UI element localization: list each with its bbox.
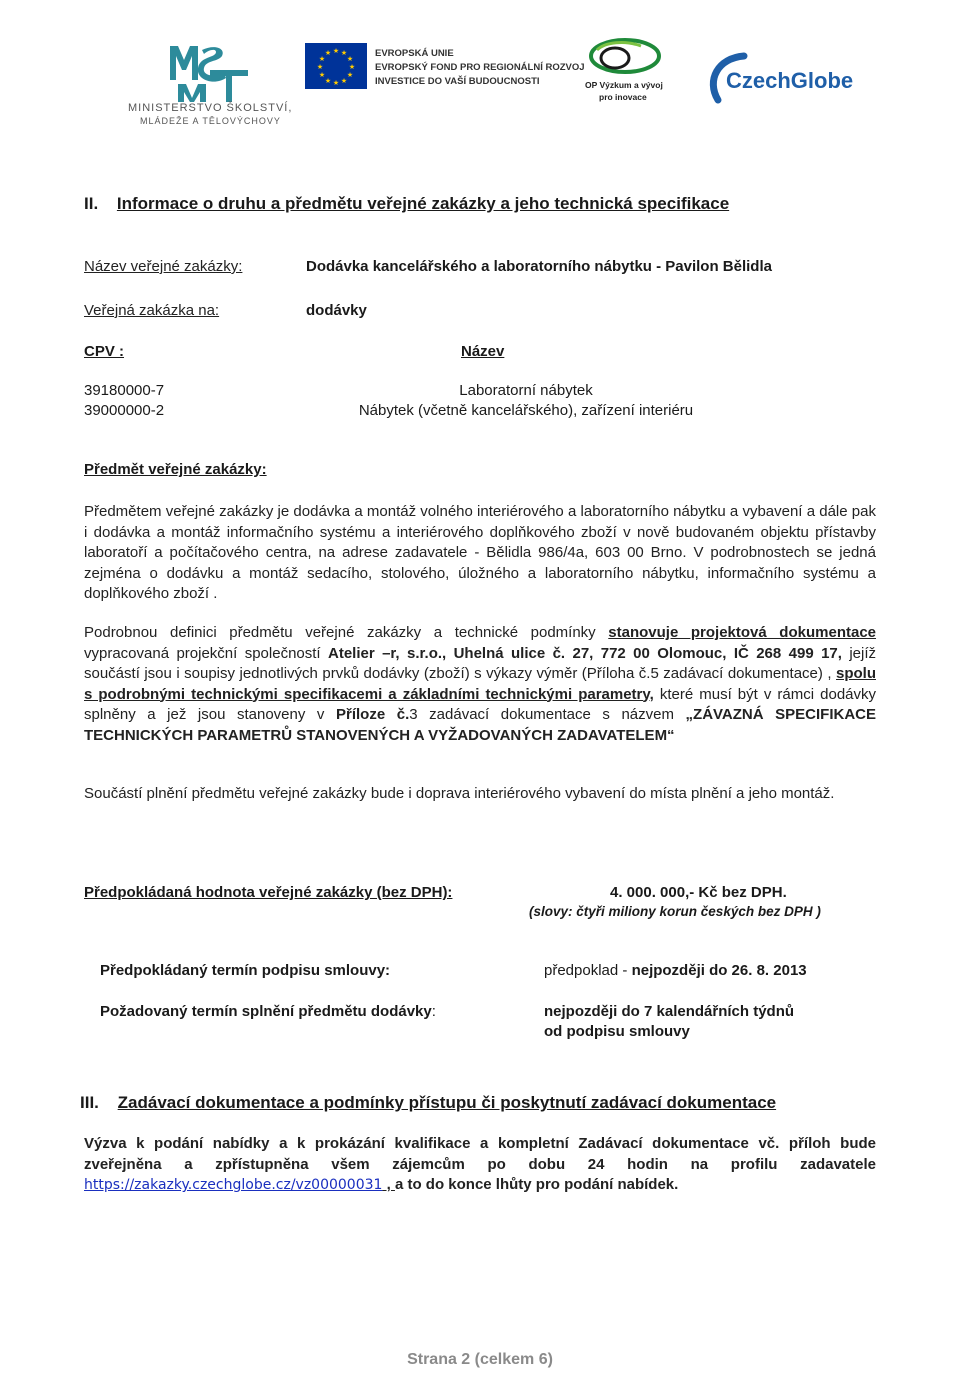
link-tail: , bbox=[382, 1176, 395, 1193]
definition-paragraph bbox=[84, 623, 876, 746]
section2-title: Informace o druhu a předmětu veřejné zakázky a jeho technická specifikace bbox=[116, 194, 730, 213]
section3-number: III. bbox=[80, 1093, 99, 1112]
def-bold-3: „ZÁVAZNÁ SPECIFIKACE TECHNICKÝCH PARAMETRŮ STANOVENÝCH A VYŽADOVANÝCH ZADAVATELEM“ bbox=[84, 706, 877, 744]
eu-line1: EVROPSKÁ UNIE bbox=[375, 48, 454, 59]
nazev-label: Název veřejné zakázky: bbox=[84, 258, 243, 275]
hodnota-label: Předpokládaná hodnota veřejné zakázky (bez DPH): bbox=[84, 884, 453, 901]
svg-text:★: ★ bbox=[348, 63, 356, 71]
cpv-label: CPV : bbox=[84, 343, 125, 360]
def-text-1: Podrobnou definici předmětu veřejné zakázky a technické podmínky bbox=[84, 624, 609, 641]
def-text-3: jejíž součástí jsou i soupisy jednotlivých prvků dodávky (zboží) s výkazy výměr (Příloha č.5 zadávací dokumentace) , bbox=[84, 644, 876, 682]
eu-line3: INVESTICE DO VAŠÍ BUDOUCNOSTI bbox=[375, 76, 540, 87]
predmet-paragraph: Předmětem veřejné zakázky je dodávka a montáž volného interiérového a laboratorního nábytku a vybavení a dále pak i dodávka a montáž informačního systému a interiérového doplňkového zboží v nově budovaném objektu přístavby laboratoří a počítačového centra, na adrese zadavatele - Bělidla 986/4a, 603 00 Brno. V podrobnostech se jedná zejména o dodávku a montáž sedacího, stolového, úložného a laboratorního nábytku, informačního systému a doplňkového zboží . bbox=[84, 503, 876, 602]
zakazka-value: dodávky bbox=[306, 302, 367, 319]
logo-eu bbox=[305, 43, 585, 103]
cpv-name-2: Nábytek (včetně kancelářského), zařízení interiéru bbox=[358, 402, 694, 419]
eu-flag-icon bbox=[305, 43, 367, 89]
op-line2: pro inovace bbox=[599, 92, 647, 102]
splneni-value-1: nejpozději do 7 kalendářních týdnů bbox=[544, 1003, 795, 1020]
def-text-2: vypracovaná projekční společností bbox=[84, 644, 328, 662]
section3-paragraph bbox=[84, 1134, 876, 1196]
hodnota-words: (slovy: čtyři miliony korun českých bez DPH ) bbox=[529, 904, 821, 919]
splneni-label bbox=[100, 1003, 436, 1020]
logo-op bbox=[585, 34, 665, 106]
msmt-line1: MINISTERSTVO ŠKOLSTVÍ, bbox=[128, 102, 293, 114]
splneni-value-2: od podpisu smlouvy bbox=[544, 1023, 690, 1040]
cpv-column-header: Název bbox=[461, 343, 505, 360]
doprava-paragraph: Součástí plnění předmětu veřejné zakázky bude i doprava interiérového vybavení do místa plnění a jeho montáž. bbox=[84, 785, 835, 802]
def-underlined-1: stanovuje projektová dokumentace bbox=[608, 624, 877, 641]
zakazka-label: Veřejná zakázka na: bbox=[84, 302, 220, 319]
svg-text:★: ★ bbox=[332, 79, 340, 87]
section3-title: Zadávací dokumentace a podmínky přístupu či poskytnutí zadávací dokumentace bbox=[117, 1093, 777, 1112]
def-text-4: které musí být v rámci dodávky splněny a jež jsou stanoveny v bbox=[84, 685, 876, 723]
op-swirl-icon bbox=[585, 34, 665, 82]
svg-text:★: ★ bbox=[346, 71, 354, 79]
section3-end: a to do konce lhůty pro podání nabídek. bbox=[394, 1176, 679, 1193]
def-text-5: 3 zadávací dokumentace s názvem bbox=[409, 706, 686, 723]
termin-date: nejpozději do 26. 8. 2013 bbox=[631, 962, 807, 979]
page-footer: Strana 2 (celkem 6) bbox=[407, 1351, 553, 1368]
cpv-code-2: 39000000-2 bbox=[84, 402, 165, 419]
nazev-value: Dodávka kancelářského a laboratorního nábytku - Pavilon Bělidla bbox=[306, 258, 772, 275]
svg-text:★: ★ bbox=[324, 49, 332, 57]
svg-text:★: ★ bbox=[318, 71, 326, 79]
svg-text:★: ★ bbox=[340, 49, 348, 57]
def-bold-2: Příloze č. bbox=[336, 706, 410, 723]
cpv-name-1: Laboratorní nábytek bbox=[459, 382, 593, 399]
logo-msmt bbox=[118, 40, 298, 130]
section2-heading bbox=[84, 194, 884, 214]
op-line1: OP Výzkum a vývoj bbox=[585, 80, 663, 90]
splneni-colon: : bbox=[431, 1003, 436, 1020]
czechglobe-name: CzechGlobe bbox=[726, 68, 854, 93]
svg-text:★: ★ bbox=[332, 47, 340, 55]
msmt-line2: MLÁDEŽE A TĚLOVÝCHOVY bbox=[140, 116, 281, 126]
section3-text: Výzva k podání nabídky a k prokázání kvalifikace a kompletní Zadávací dokumentace vč. příloh bude zveřejněna a zpřístupněna všem zájemcům po dobu 24 hodin na profilu zadavatele bbox=[84, 1135, 876, 1173]
svg-text:★: ★ bbox=[340, 77, 348, 85]
section3-heading bbox=[80, 1093, 880, 1113]
hodnota-value: 4. 000. 000,- Kč bez DPH. bbox=[610, 884, 787, 901]
svg-text:★: ★ bbox=[324, 77, 332, 85]
section2-number: II. bbox=[84, 194, 99, 213]
profile-link[interactable]: https://zakazky.czechglobe.cz/vz00000031 bbox=[84, 1177, 383, 1193]
def-underlined-2: spolu s podrobnými technickými specifikacemi a základními technickými parametry, bbox=[84, 665, 876, 703]
termin-label: Předpokládaný termín podpisu smlouvy: bbox=[100, 962, 391, 979]
logo-czechglobe bbox=[704, 50, 874, 110]
termin-prefix: předpoklad - bbox=[544, 962, 632, 979]
termin-value bbox=[544, 962, 807, 979]
cpv-code-1: 39180000-7 bbox=[84, 382, 165, 399]
svg-text:★: ★ bbox=[316, 63, 324, 71]
predmet-label: Předmět veřejné zakázky: bbox=[84, 461, 267, 478]
eu-line2: EVROPSKÝ FOND PRO REGIONÁLNÍ ROZVOJ bbox=[375, 62, 585, 73]
splneni-label-text: Požadovaný termín splnění předmětu dodávky bbox=[100, 1003, 432, 1020]
svg-text:★: ★ bbox=[346, 55, 354, 63]
def-bold-1: Atelier –r, s.r.o., Uhelná ulice č. 27, 772 00 Olomouc, IČ 268 499 17, bbox=[328, 644, 842, 662]
svg-text:★: ★ bbox=[318, 55, 326, 63]
